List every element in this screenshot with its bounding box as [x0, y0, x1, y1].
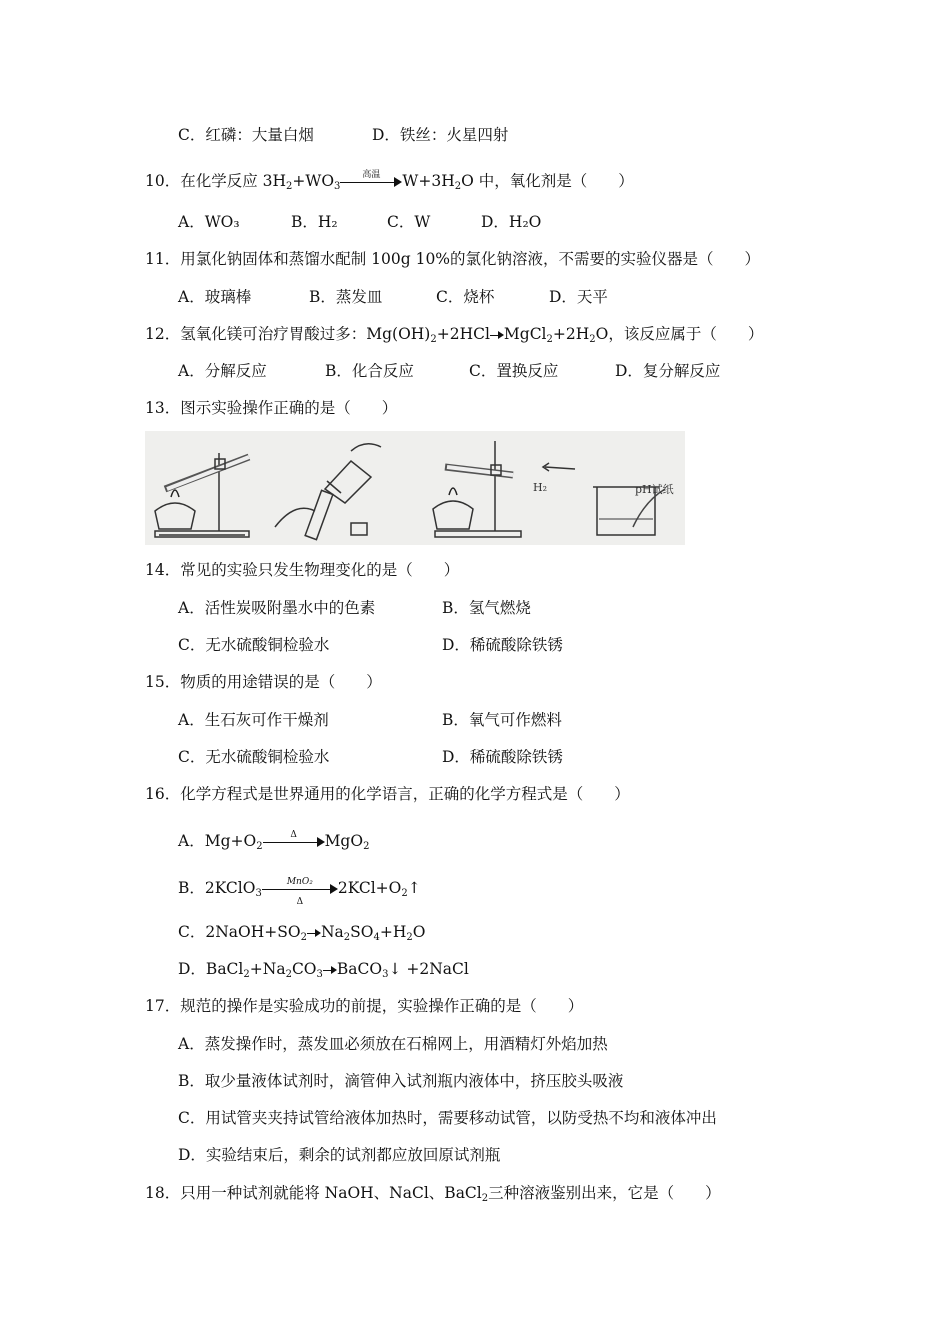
q18-stem: 18．只用一种试剂就能将 NaOH、NaCl、BaCl$_2$三种溶液鉴别出来，它是（ ） [145, 1184, 721, 1204]
q12-option-c: C．置换反应 [469, 362, 559, 380]
q16-option-c: C．$2NaOH+SO_2$ $Na_2SO_4+H_2O$ [178, 923, 426, 943]
q17-stem: 17．规范的操作是实验成功的前提，实验操作正确的是（ ） [145, 997, 584, 1015]
q11-stem: 11．用氯化钠固体和蒸馏水配制 100g 10%的氯化钠溶液，不需要的实验仪器是（ ） [145, 250, 761, 268]
reaction-arrow: MnO₂ Δ [262, 878, 338, 898]
q10-option-a: A．WO₃ [178, 213, 240, 231]
reaction-arrow [323, 959, 337, 979]
q15-option-c: C．无水硫酸铜检验水 [178, 748, 330, 766]
q17-option-b: B．取少量液体试剂时，滴管伸入试剂瓶内液体中，挤压胶头吸液 [178, 1072, 624, 1090]
figure-label-ph-paper: pH试纸 [635, 483, 674, 496]
q16-option-d: D．$BaCl_2+Na_2CO_3$ BaCO$_3$↓ +2NaCl [178, 960, 469, 980]
q13-stem: 13．图示实验操作正确的是（ ） [145, 399, 398, 417]
q16-option-a: A．$Mg+O_2$ Δ MgO$_2$ [178, 830, 370, 852]
q17-option-d: D．实验结束后，剩余的试剂都应放回原试剂瓶 [178, 1146, 501, 1164]
q10-option-d: D．H₂O [481, 213, 542, 231]
q15-option-d: D．稀硫酸除铁锈 [442, 748, 563, 766]
q14-option-a: A．活性炭吸附墨水中的色素 [178, 599, 376, 617]
q16-stem: 16．化学方程式是世界通用的化学语言，正确的化学方程式是（ ） [145, 785, 630, 803]
q12-option-a: A．分解反应 [178, 362, 267, 380]
reaction-arrow [490, 324, 504, 344]
q12-stem: 12．氢氧化镁可治疗胃酸过多：$Mg(OH)_2+2HCl$ $MgCl_2+2H_2O$，该反应属于（ ） [145, 325, 764, 345]
q16-option-b: B．2KClO$_3$ MnO₂ Δ $2KCl+O_2↑$ [178, 877, 421, 907]
lab-operations-figure [145, 431, 685, 545]
reaction-arrow: Δ [263, 831, 325, 851]
q11-option-a: A．玻璃棒 [178, 288, 252, 306]
reaction-arrow: 高温 [340, 171, 402, 191]
q15-option-b: B．氧气可作燃料 [442, 711, 562, 729]
q10-stem: 10．在化学反应 $3H_2+WO_3$ 高温 $W+3H_2O$ 中，氧化剂是（ ） [145, 170, 634, 192]
q9-option-c: C．红磷：大量白烟 [178, 126, 314, 144]
q17-option-c: C．用试管夹夹持试管给液体加热时，需要移动试管，以防受热不均和液体冲出 [178, 1109, 717, 1127]
q14-option-b: B．氢气燃烧 [442, 599, 531, 617]
q10-option-b: B．H₂ [291, 213, 338, 231]
q15-stem: 15．物质的用途错误的是（ ） [145, 673, 382, 691]
q11-option-d: D．天平 [549, 288, 608, 306]
q11-option-b: B．蒸发皿 [309, 288, 383, 306]
lab-apparatus-drawings [145, 431, 685, 545]
q9-option-d: D．铁丝：火星四射 [372, 126, 509, 144]
q14-option-c: C．无水硫酸铜检验水 [178, 636, 330, 654]
q10-option-c: C．W [387, 213, 431, 231]
q14-option-d: D．稀硫酸除铁锈 [442, 636, 563, 654]
q17-option-a: A．蒸发操作时，蒸发皿必须放在石棉网上，用酒精灯外焰加热 [178, 1035, 608, 1053]
q15-option-a: A．生石灰可作干燥剂 [178, 711, 329, 729]
figure-label-h2: H₂ [533, 481, 548, 494]
q12-option-b: B．化合反应 [325, 362, 414, 380]
q14-stem: 14．常见的实验只发生物理变化的是（ ） [145, 561, 460, 579]
q12-option-d: D．复分解反应 [615, 362, 721, 380]
q11-option-c: C．烧杯 [436, 288, 495, 306]
reaction-arrow [307, 922, 321, 942]
